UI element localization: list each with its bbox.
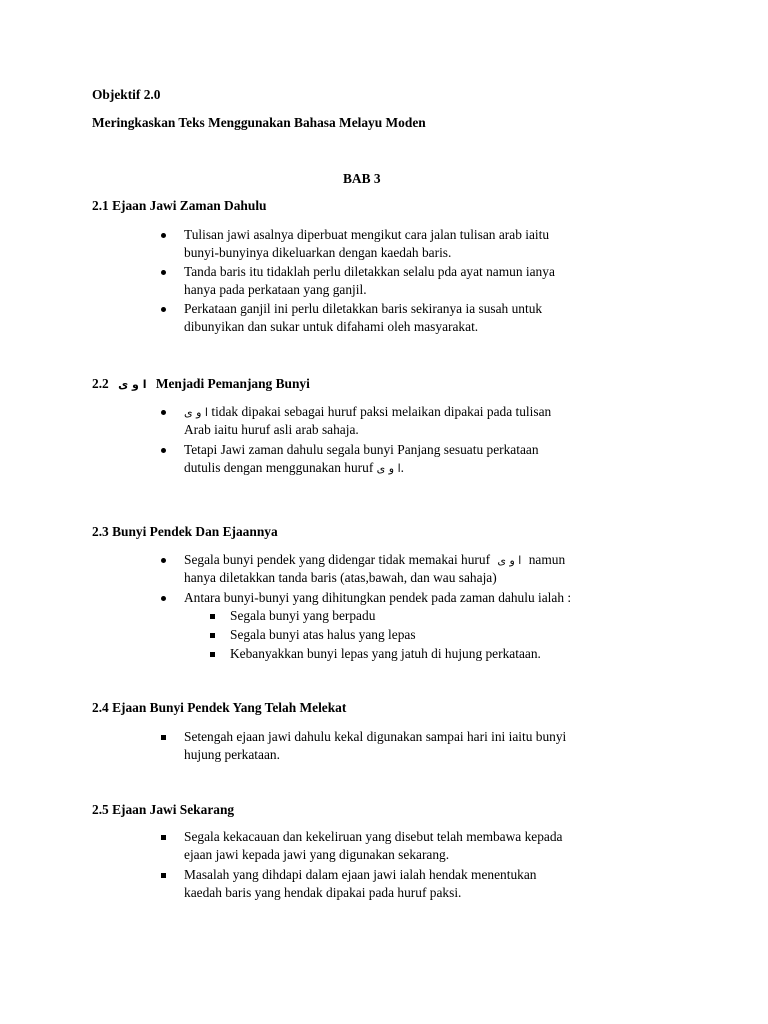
section-heading-text: Menjadi Pemanjang Bunyi: [155, 376, 310, 391]
sub-list-item: Segala bunyi atas halus yang lepas: [230, 627, 416, 642]
list-item-line: Masalah yang dihdapi dalam ejaan jawi ialah hendak menentukan: [184, 867, 537, 882]
list-item-text: Segala bunyi pendek yang didengar tidak memakai huruf: [184, 552, 491, 567]
sub-list-item: Segala bunyi yang berpadu: [230, 608, 376, 623]
list-item-line: Setengah ejaan jawi dahulu kekal digunakan sampai hari ini iaitu bunyi: [184, 729, 567, 744]
bullet: [158, 226, 168, 242]
list-item-text: tidak dipakai sebagai huruf paksi melaikan dipakai pada tulisan: [211, 404, 552, 419]
bullet: [158, 263, 168, 279]
bullet: [158, 300, 168, 316]
sub-bullet: [158, 828, 168, 844]
list-item-text: namun: [528, 552, 566, 567]
section-number: 2.2: [92, 376, 109, 391]
list-item-line: bunyi-bunyinya dikeluarkan dengan kaedah baris.: [184, 245, 452, 260]
list-item-line: hujung perkataan.: [184, 747, 280, 762]
list-item-line: Perkataan ganjil ini perlu diletakkan baris sekiranya ia susah untuk: [184, 301, 543, 316]
sub-bullet: [207, 607, 217, 623]
list-item-line: [184, 551, 565, 570]
bullet: [158, 551, 168, 567]
section-heading-2-5: 2.5 Ejaan Jawi Sekarang: [92, 802, 235, 817]
section-heading-2-3: 2.3 Bunyi Pendek Dan Ejaannya: [92, 524, 278, 539]
arabic-letters: ا و ى: [497, 554, 522, 567]
chapter-title: BAB 3: [343, 171, 381, 186]
list-item-line: hanya diletakkan tanda baris (atas,bawah, dan wau sahaja): [184, 570, 497, 585]
list-item-line: ejaan jawi kepada jawi yang digunakan sekarang.: [184, 847, 450, 862]
list-item-line: Arab iaitu huruf asli arab sahaja.: [184, 422, 359, 437]
list-item-text: .: [400, 460, 404, 475]
list-item-line: Tetapi Jawi zaman dahulu segala bunyi Panjang sesuatu perkataan: [184, 442, 539, 457]
list-item-line: Tulisan jawi asalnya diperbuat mengikut cara jalan tulisan arab iaitu: [184, 227, 550, 242]
arabic-letters: ا و ى: [118, 378, 147, 391]
objective-title: Meringkaskan Teks Menggunakan Bahasa Melayu Moden: [92, 115, 426, 130]
list-item-line: Tanda baris itu tidaklah perlu diletakkan selalu pda ayat namun ianya: [184, 264, 555, 279]
bullet: [158, 403, 168, 419]
bullet: [158, 589, 168, 605]
list-item-text: dutulis dengan menggunakan huruf: [184, 460, 374, 475]
bullet: [158, 441, 168, 457]
sub-bullet: [158, 728, 168, 744]
arabic-letters: ا و ى: [184, 406, 208, 419]
sub-list-item: Kebanyakkan bunyi lepas yang jatuh di hujung perkataan.: [230, 646, 541, 661]
sub-bullet: [158, 866, 168, 882]
section-heading-2-1: 2.1 Ejaan Jawi Zaman Dahulu: [92, 198, 267, 213]
list-item-line: Segala kekacauan dan kekeliruan yang disebut telah membawa kepada: [184, 829, 563, 844]
list-item-line: [184, 459, 404, 478]
objective-label: Objektif 2.0: [92, 87, 161, 102]
list-item-line: hanya pada perkataan yang ganjil.: [184, 282, 367, 297]
section-heading-2-4: 2.4 Ejaan Bunyi Pendek Yang Telah Melekat: [92, 700, 347, 715]
list-item-line: kaedah baris yang hendak dipakai pada huruf paksi.: [184, 885, 462, 900]
section-heading-2-2: [92, 375, 310, 394]
list-item-line: [184, 403, 551, 422]
list-item-line: Antara bunyi-bunyi yang dihitungkan pendek pada zaman dahulu ialah :: [184, 590, 572, 605]
arabic-letters: ا و ى: [376, 462, 401, 475]
list-item-line: dibunyikan dan sukar untuk difahami oleh masyarakat.: [184, 319, 479, 334]
sub-bullet: [207, 626, 217, 642]
sub-bullet: [207, 645, 217, 661]
